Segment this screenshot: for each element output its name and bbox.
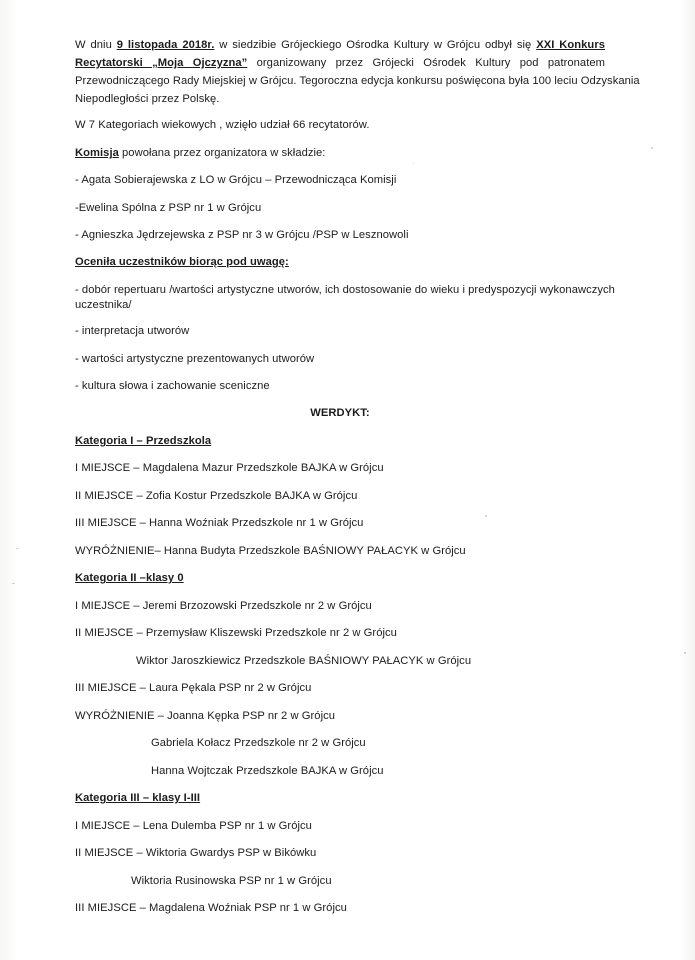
result-entry: Gabriela Kołacz Przedszkole nr 2 w Grójcu	[151, 737, 366, 749]
commission-member: -Ewelina Spólna z PSP nr 1 w Grójcu	[75, 202, 262, 214]
contest-number: XXI Konkurs	[536, 39, 605, 51]
intro-line-2	[75, 56, 605, 70]
criteria-item: - kultura słowa i zachowanie sceniczne	[75, 380, 270, 392]
scan-speck	[485, 515, 487, 517]
commission-text: powołana przez organizatora w składzie:	[118, 147, 326, 159]
commission-member: - Agnieszka Jędrzejewska z PSP nr 3 w Grójcu /PSP w Lesznowoli	[75, 229, 409, 241]
criteria-item: - dobór repertuaru /wartości artystyczne utworów, ich dostosowanie do wieku i predyspozycji wykonawczych	[75, 284, 615, 296]
scan-speck	[413, 163, 414, 164]
result-entry: III MIEJSCE – Hanna Woźniak Przedszkole nr 1 w Grójcu	[75, 517, 364, 529]
scan-speck	[651, 147, 653, 149]
result-entry: II MIEJSCE – Przemysław Kliszewski Przedszkole nr 2 w Grójcu	[75, 627, 397, 639]
scan-speck	[12, 583, 15, 584]
commission-label: Komisja	[75, 147, 119, 159]
result-entry: Wiktoria Rusinowska PSP nr 1 w Grójcu	[131, 875, 332, 887]
result-entry: WYRÓŻNIENIE – Joanna Kępka PSP nr 2 w Grójcu	[75, 710, 336, 722]
result-entry: Wiktor Jaroszkiewicz Przedszkole BAŚNIOWY PAŁACYK w Grójcu	[136, 655, 472, 667]
result-entry: I MIEJSCE – Jeremi Brzozowski Przedszkole nr 2 w Grójcu	[75, 600, 372, 612]
event-date: 9 listopada 2018r.	[116, 39, 215, 51]
result-entry: II MIEJSCE – Wiktoria Gwardys PSP w Bikówku	[75, 847, 317, 859]
contest-name: Recytatorski „Moja Ojczyzna”	[75, 57, 248, 69]
result-entry: WYRÓŻNIENIE– Hanna Budyta Przedszkole BAŚNIOWY PAŁACYK w Grójcu	[75, 545, 466, 557]
intro-prefix: W dniu	[75, 39, 117, 51]
category-title: Kategoria III – klasy I-III	[75, 792, 201, 804]
participants-text: W 7 Kategoriach wiekowych , wzięło udział 66 recytatorów.	[75, 119, 370, 131]
intro-line-2-rest: organizowany przez Grójecki Ośrodek Kultury pod patronatem	[247, 57, 605, 69]
intro-line-3: Przewodniczącego Rady Miejskiej w Grójcu. Tegoroczna edycja konkursu poświęcona była 100 leciu Odzyskania	[75, 75, 640, 87]
commission-intro	[75, 146, 325, 160]
scan-speck	[16, 548, 19, 549]
result-entry: I MIEJSCE – Magdalena Mazur Przedszkole BAJKA w Grójcu	[75, 462, 384, 474]
criteria-item: - interpretacja utworów	[75, 325, 190, 337]
result-entry: III MIEJSCE – Magdalena Woźniak PSP nr 1 w Grójcu	[75, 902, 347, 914]
commission-member: - Agata Sobierajewska z LO w Grójcu – Przewodnicząca Komisji	[75, 174, 397, 186]
intro-line-4: Niepodległości przez Polskę.	[75, 93, 220, 105]
category-title: Kategoria I – Przedszkola	[75, 435, 212, 447]
result-entry: II MIEJSCE – Zofia Kostur Przedszkole BAJKA w Grójcu	[75, 490, 358, 502]
intro-line-1	[75, 38, 605, 52]
criteria-heading: Oceniła uczestników biorąc pod uwagę:	[75, 256, 289, 268]
intro-middle: w siedzibie Grójeckiego Ośrodka Kultury w Grójcu odbył się	[214, 39, 537, 51]
result-entry: I MIEJSCE – Lena Dulemba PSP nr 1 w Grójcu	[75, 820, 312, 832]
result-entry: III MIEJSCE – Laura Pękala PSP nr 2 w Grójcu	[75, 682, 312, 694]
category-title: Kategoria II –klasy 0	[75, 572, 184, 584]
result-entry: Hanna Wojtczak Przedszkole BAJKA w Grójcu	[151, 765, 384, 777]
criteria-item-cont: uczestnika/	[75, 299, 132, 311]
criteria-item: - wartości artystyczne prezentowanych utworów	[75, 353, 315, 365]
scan-speck	[684, 652, 686, 654]
verdict-heading: WERDYKT:	[310, 407, 370, 419]
